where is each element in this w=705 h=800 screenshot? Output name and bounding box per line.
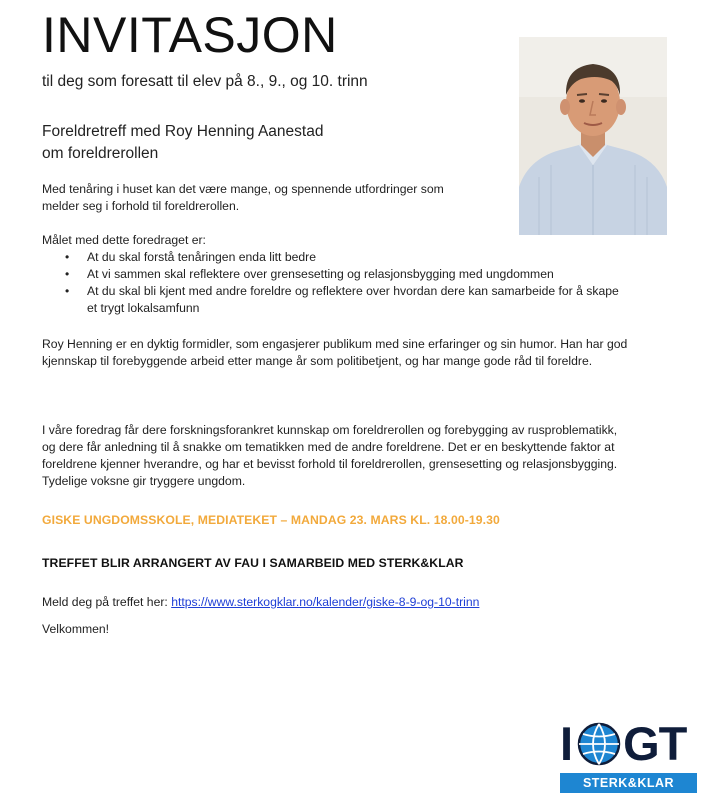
speaker-paragraph: Roy Henning er en dyktig formidler, som engasjerer publikum med sine erfaringer og sin humor. Han har god kjennskap til forebyggende arbeid etter mange år som politibetjent, og har mange gode råd til foreldre.: [42, 337, 628, 368]
goal-text: At vi sammen skal reflektere over grensesetting og relasjonsbygging med ungdommen: [87, 267, 554, 281]
lecture-paragraph: I våre foredrag får dere forskningsforankret kunnskap om foreldrerollen og forebygging av rusproblematikk, og dere får anledning til å snakke om tematikken med de andre foreldrene. Det er en beskyttende faktor at foreldrene kjenner hverandre, og har et bevisst forhold til foreldrerollen, grensesetting og relasjonsbygging. Tydelige voksne gir tryggere ungdom.: [42, 423, 618, 488]
page-title: INVITASJON: [42, 7, 338, 63]
goals-list: [42, 249, 632, 317]
list-item: [42, 266, 632, 283]
event-title-line-2: om foreldrerollen: [42, 145, 159, 162]
logo-letters-gt: GT: [623, 717, 687, 770]
event-time-location: GISKE UNGDOMSSKOLE, MEDIATEKET – MANDAG 23. MARS KL. 18.00-19.30: [42, 513, 500, 527]
globe-icon: [577, 722, 621, 766]
signup-line: [42, 595, 479, 609]
subtitle: til deg som foresatt til elev på 8., 9., og 10. trinn: [42, 73, 368, 90]
welcome-text: Velkommen!: [42, 622, 110, 636]
speaker-portrait-image: [519, 37, 667, 235]
list-item: [42, 283, 632, 317]
logo-letter-i: I: [560, 717, 574, 770]
intro-paragraph: Med tenåring i huset kan det være mange, og spennende utfordringer som melder seg i forhold til foreldrerollen.: [42, 182, 444, 213]
arranged-by: TREFFET BLIR ARRANGERT AV FAU I SAMARBEID MED STERK&KLAR: [42, 556, 464, 570]
bullet-icon: •: [65, 267, 70, 281]
logo-wordmark: [560, 718, 700, 770]
list-item: [42, 249, 632, 266]
bullet-icon: •: [65, 250, 70, 264]
speaker-photo: [519, 37, 667, 235]
goal-heading: Målet med dette foredraget er:: [42, 233, 206, 247]
goal-text: At du skal bli kjent med andre foreldre og reflektere over hvordan dere kan samarbeide for å skape et trygt lokalsamfunn: [87, 284, 619, 315]
goal-text: At du skal forstå tenåringen enda litt bedre: [87, 250, 316, 264]
bullet-icon: •: [65, 284, 70, 298]
event-title: [42, 121, 323, 165]
event-title-line-1: Foreldretreff med Roy Henning Aanestad: [42, 123, 324, 140]
logo-tagline: STERK&KLAR: [560, 773, 697, 793]
signup-link[interactable]: https://www.sterkogklar.no/kalender/giske-8-9-og-10-trinn: [171, 595, 480, 609]
iogt-sterk-klar-logo: [560, 718, 700, 794]
signup-prefix: Meld deg på treffet her:: [42, 595, 172, 609]
